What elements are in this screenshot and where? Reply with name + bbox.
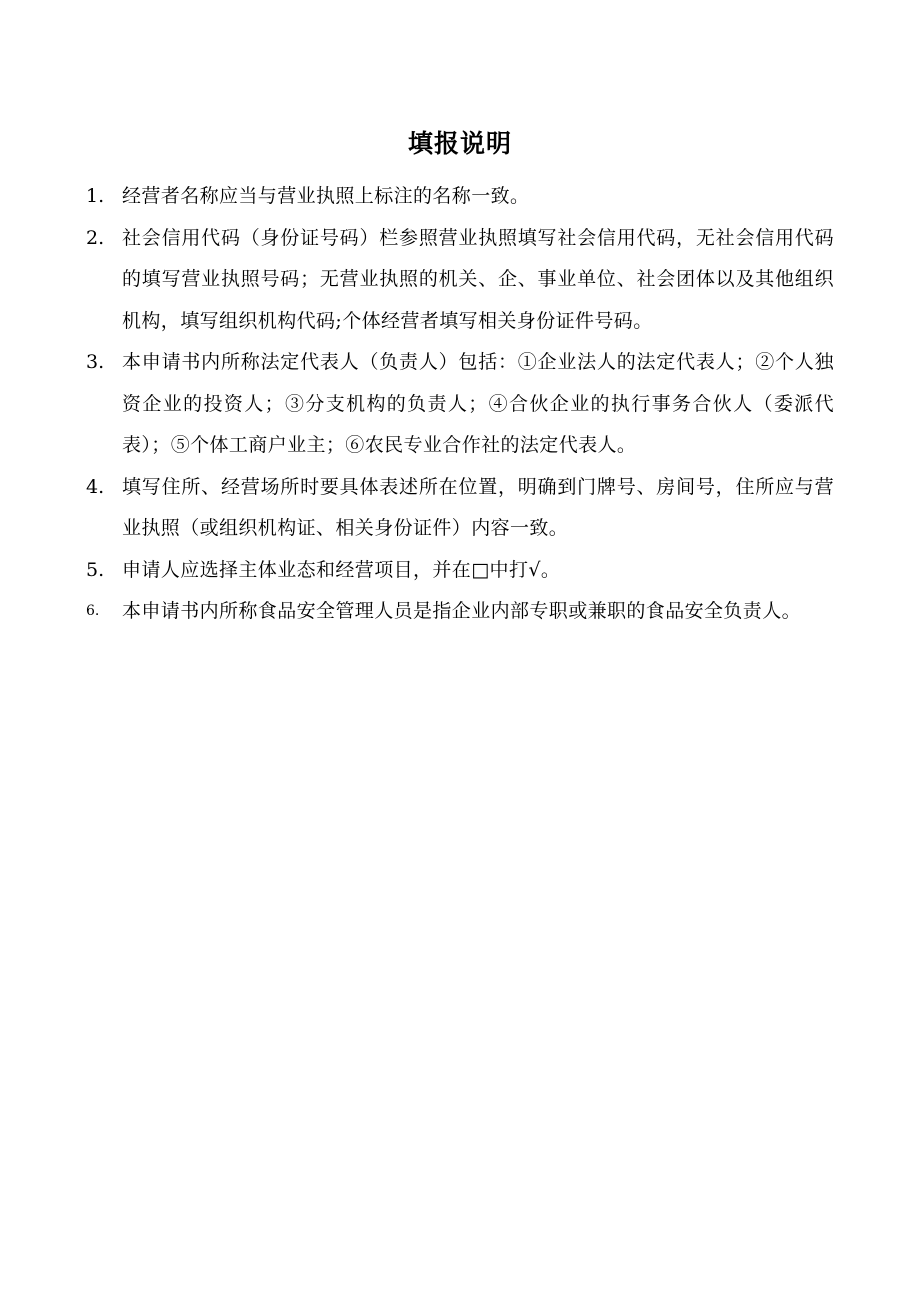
item-text: 经营者名称应当与营业执照上标注的名称一致。 [122, 185, 530, 207]
item-number: 4. [86, 475, 105, 498]
page-title: 填报说明 [407, 129, 512, 158]
item-text: 本申请书内所称食品安全管理人员是指企业内部专职或兼职的食品安全负责人。 [122, 600, 802, 622]
item-text: 填写住所、经营场所时要具体表述所在位置，明确到门牌号、房间号，住所应与营业执照（或组织机构证、相关身份证件）内容一致。 [122, 475, 834, 539]
item-number: 6. [86, 603, 100, 619]
list-item-6 [86, 591, 834, 633]
list-item-1 [86, 176, 834, 218]
list-item-5 [86, 550, 834, 592]
item-text: 申请人应选择主体业态和经营项目，并在□中打√。 [122, 558, 561, 581]
item-text: 本申请书内所称法定代表人（负责人）包括：①企业法人的法定代表人；②个人独资企业的投资人；③分支机构的负责人；④合伙企业的执行事务合伙人（委派代表）；⑤个体工商户业主；⑥农民专业合作社的法定代表人。 [122, 351, 834, 456]
item-number: 2. [86, 226, 105, 249]
item-number: 5. [86, 558, 105, 581]
item-number: 3. [86, 351, 105, 373]
item-number: 1. [86, 185, 105, 207]
list-item-4 [86, 467, 834, 550]
instructions-list [86, 176, 834, 633]
item-text: 社会信用代码（身份证号码）栏参照营业执照填写社会信用代码，无社会信用代码的填写营业执照号码；无营业执照的机关、企、事业单位、社会团体以及其他组织机构，填写组织机构代码;个体经营者填写相关身份证件号码。 [122, 226, 834, 332]
list-item-2 [86, 218, 834, 343]
list-item-3 [86, 342, 834, 467]
